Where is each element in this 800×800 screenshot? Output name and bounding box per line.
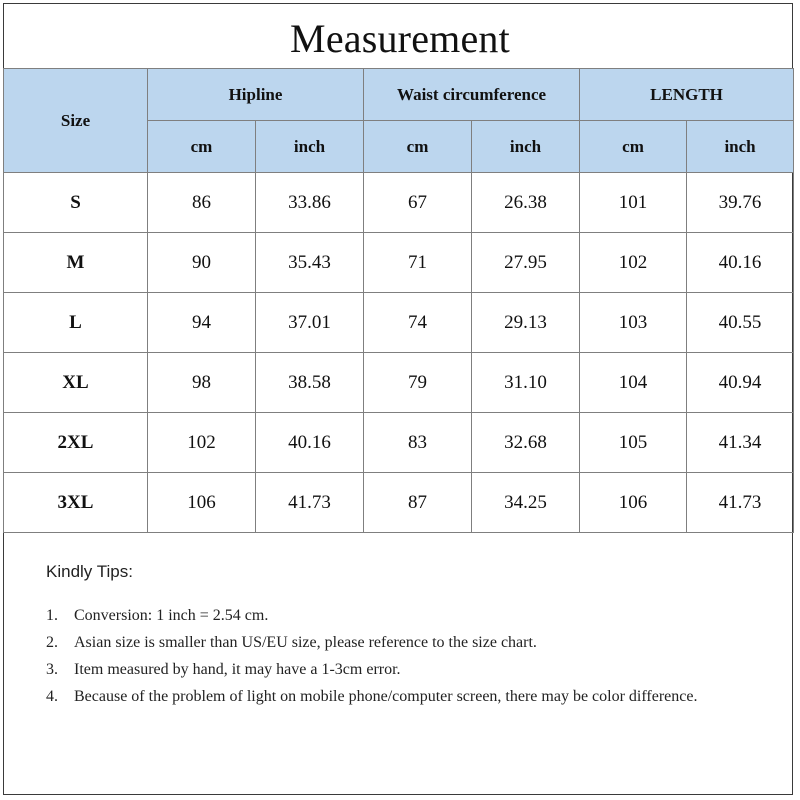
waist-cm-header: cm [364,121,472,173]
hipline-inch-header: inch [256,121,364,173]
waist-inch-header: inch [472,121,580,173]
tip-number: 1. [46,607,58,624]
waist-cm-cell: 67 [364,173,472,233]
hipline-cm-header: cm [148,121,256,173]
size-table [3,68,794,533]
length-cm-cell: 101 [580,173,687,233]
waist-cm-cell: 79 [364,353,472,413]
hip-cm-cell: 86 [148,173,256,233]
size-cell: 2XL [4,413,148,473]
tip-number: 3. [46,661,58,678]
length-inch-header: inch [687,121,794,173]
tip-item [46,683,746,710]
length-cm-header: cm [580,121,687,173]
hip-cm-cell: 90 [148,233,256,293]
length-cm-cell: 102 [580,233,687,293]
waist-cm-cell: 83 [364,413,472,473]
hip-inch-cell: 35.43 [256,233,364,293]
size-cell: 3XL [4,473,148,533]
waist-inch-cell: 32.68 [472,413,580,473]
hip-cm-cell: 98 [148,353,256,413]
table-row [4,353,794,413]
length-inch-cell: 40.16 [687,233,794,293]
page-title: Measurement [290,16,510,61]
length-inch-cell: 41.34 [687,413,794,473]
tip-item [46,629,746,656]
waist-inch-cell: 26.38 [472,173,580,233]
hip-inch-cell: 38.58 [256,353,364,413]
tip-text: Asian size is smaller than US/EU size, please reference to the size chart. [74,634,537,651]
waist-inch-cell: 34.25 [472,473,580,533]
waist-inch-cell: 31.10 [472,353,580,413]
length-inch-cell: 40.55 [687,293,794,353]
hip-inch-cell: 37.01 [256,293,364,353]
length-cm-cell: 103 [580,293,687,353]
hip-cm-cell: 106 [148,473,256,533]
table-row [4,293,794,353]
tips-list [46,602,746,710]
table-row [4,233,794,293]
waist-header: Waist circumference [364,69,580,121]
waist-inch-cell: 27.95 [472,233,580,293]
hip-cm-cell: 94 [148,293,256,353]
size-cell: XL [4,353,148,413]
tip-number: 2. [46,634,58,651]
tip-item [46,602,746,629]
table-row [4,413,794,473]
table-row [4,473,794,533]
waist-cm-cell: 87 [364,473,472,533]
hip-inch-cell: 33.86 [256,173,364,233]
length-header: LENGTH [580,69,794,121]
tip-text: Conversion: 1 inch = 2.54 cm. [74,607,269,624]
table-row [4,173,794,233]
hip-cm-cell: 102 [148,413,256,473]
hip-inch-cell: 40.16 [256,413,364,473]
waist-inch-cell: 29.13 [472,293,580,353]
length-inch-cell: 39.76 [687,173,794,233]
hip-inch-cell: 41.73 [256,473,364,533]
tip-text: Because of the problem of light on mobile phone/computer screen, there may be color difference. [74,688,698,705]
length-cm-cell: 105 [580,413,687,473]
length-cm-cell: 104 [580,353,687,413]
tip-text: Item measured by hand, it may have a 1-3cm error. [74,661,401,678]
size-cell: S [4,173,148,233]
length-inch-cell: 41.73 [687,473,794,533]
tip-item [46,656,746,683]
size-cell: M [4,233,148,293]
length-inch-cell: 40.94 [687,353,794,413]
size-cell: L [4,293,148,353]
waist-cm-cell: 74 [364,293,472,353]
hipline-header: Hipline [148,69,364,121]
tips-heading: Kindly Tips: [46,562,133,581]
kindly-tips [46,562,746,710]
tip-number: 4. [46,688,58,705]
waist-cm-cell: 71 [364,233,472,293]
length-cm-cell: 106 [580,473,687,533]
size-column-header: Size [4,69,148,173]
